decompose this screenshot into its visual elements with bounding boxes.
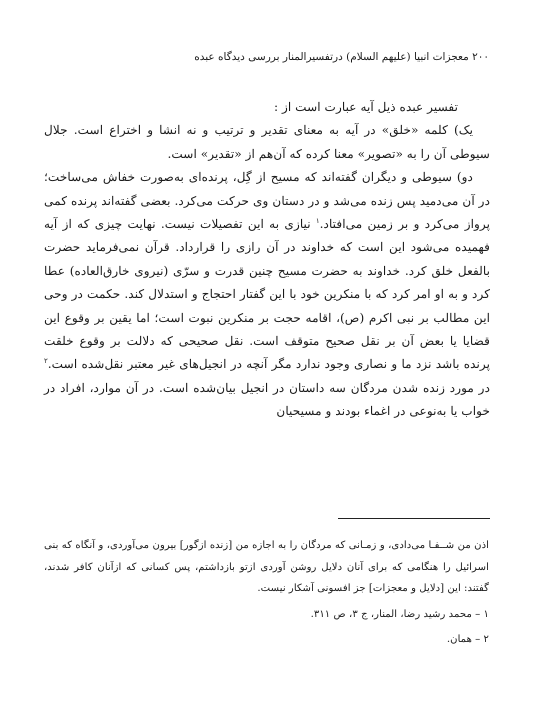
footnote-divider	[338, 518, 490, 519]
paragraph-one: یک) کلمه «خلق» در آیه به معنای تقدیر و ترتیب و نه انشا و اختراع است. جلال سیوطی آن را به «تصویر» معنا کرده که آن‌هم از «تقدیر» است.	[44, 123, 490, 161]
intro-paragraph: تفسیر عبده ذیل آیه عبارت است از :	[273, 100, 458, 114]
footnote-one: ۱ – محمد رشید رضا، المنار، ج ۳، ص ۳۱۱.	[310, 608, 489, 620]
footnote-ref-two[interactable]: ۲	[44, 357, 48, 366]
footnote-continuation: اذن من شــفـا می‌دادی، و زمـانی که مردگان را به اجازه من [زنده ازگور] بیرون می‌آوردی، و آنگاه که بنی اسرائیل را هنگامی که برای آنان دلایل روشن آوردی ازتو بازداشتم، پس کسانی که ازآنان کافر شدند، گفتند: این [دلایل و معجزات] جز افسونی آشکار نیست.	[44, 540, 490, 594]
running-header: ۲۰۰ معجزات انبیا (علیهم السلام) درتفسیرالمنار بررسی دیدگاه عبده	[194, 51, 489, 63]
footnote-two: ۲ – همان.	[446, 634, 489, 645]
paragraph-two-part-a: دو) سیوطی و دیگران گفته‌اند که مسیح از گِل، پرنده‌ای به‌صورت خفاش می‌ساخت؛ در آن می‌دمید پس زنده می‌شد و در دستان وی حرکت می‌کرد. بعضی گفته‌اند پرنده کمی پرواز می‌کرد و بر زمین می‌افتاد.	[44, 170, 490, 232]
paragraph-two	[44, 166, 490, 423]
footnotes	[44, 535, 489, 651]
footnote-ref-one[interactable]: ۱	[315, 216, 320, 225]
paragraph-two-part-b: نیازی به این تفصیلات نیست. نهایت چیزی که از آیه فهمیده می‌شود این است که خداوند در آن رازی را قرارداد. قرآن نمی‌فرماید حضرت بالفعل خلق کرد. خداوند به حضرت مسیح چنین قدرت و سرّی (نیروی خارق‌العاده) عطا کرد و به او امر کرد که با منکرین خود با این گفتار احتجاج و استدلال کند. حکمت در وحی این مطالب بر نبی اکرم (ص)، اقامه حجت بر منکرین نبوت است؛ اما یقین بر وقوع این قضایا یا بعض آن بر نقل صحیح متوقف است. نقل صحیحی که دلالت بر وقوع خلقت پرنده باشد نزد ما و نصاری وجود ندارد مگر آنچه در انجیل‌های غیر معتبر نقل‌شده است.	[44, 217, 490, 372]
paragraph-two-part-c: در مورد زنده شدن مردگان سه داستان در انجیل بیان‌شده است. در آن موارد، افراد در خواب یا به‌نوعی در اغماء بودند و مسیحیان	[44, 380, 490, 419]
body-text	[44, 96, 490, 424]
